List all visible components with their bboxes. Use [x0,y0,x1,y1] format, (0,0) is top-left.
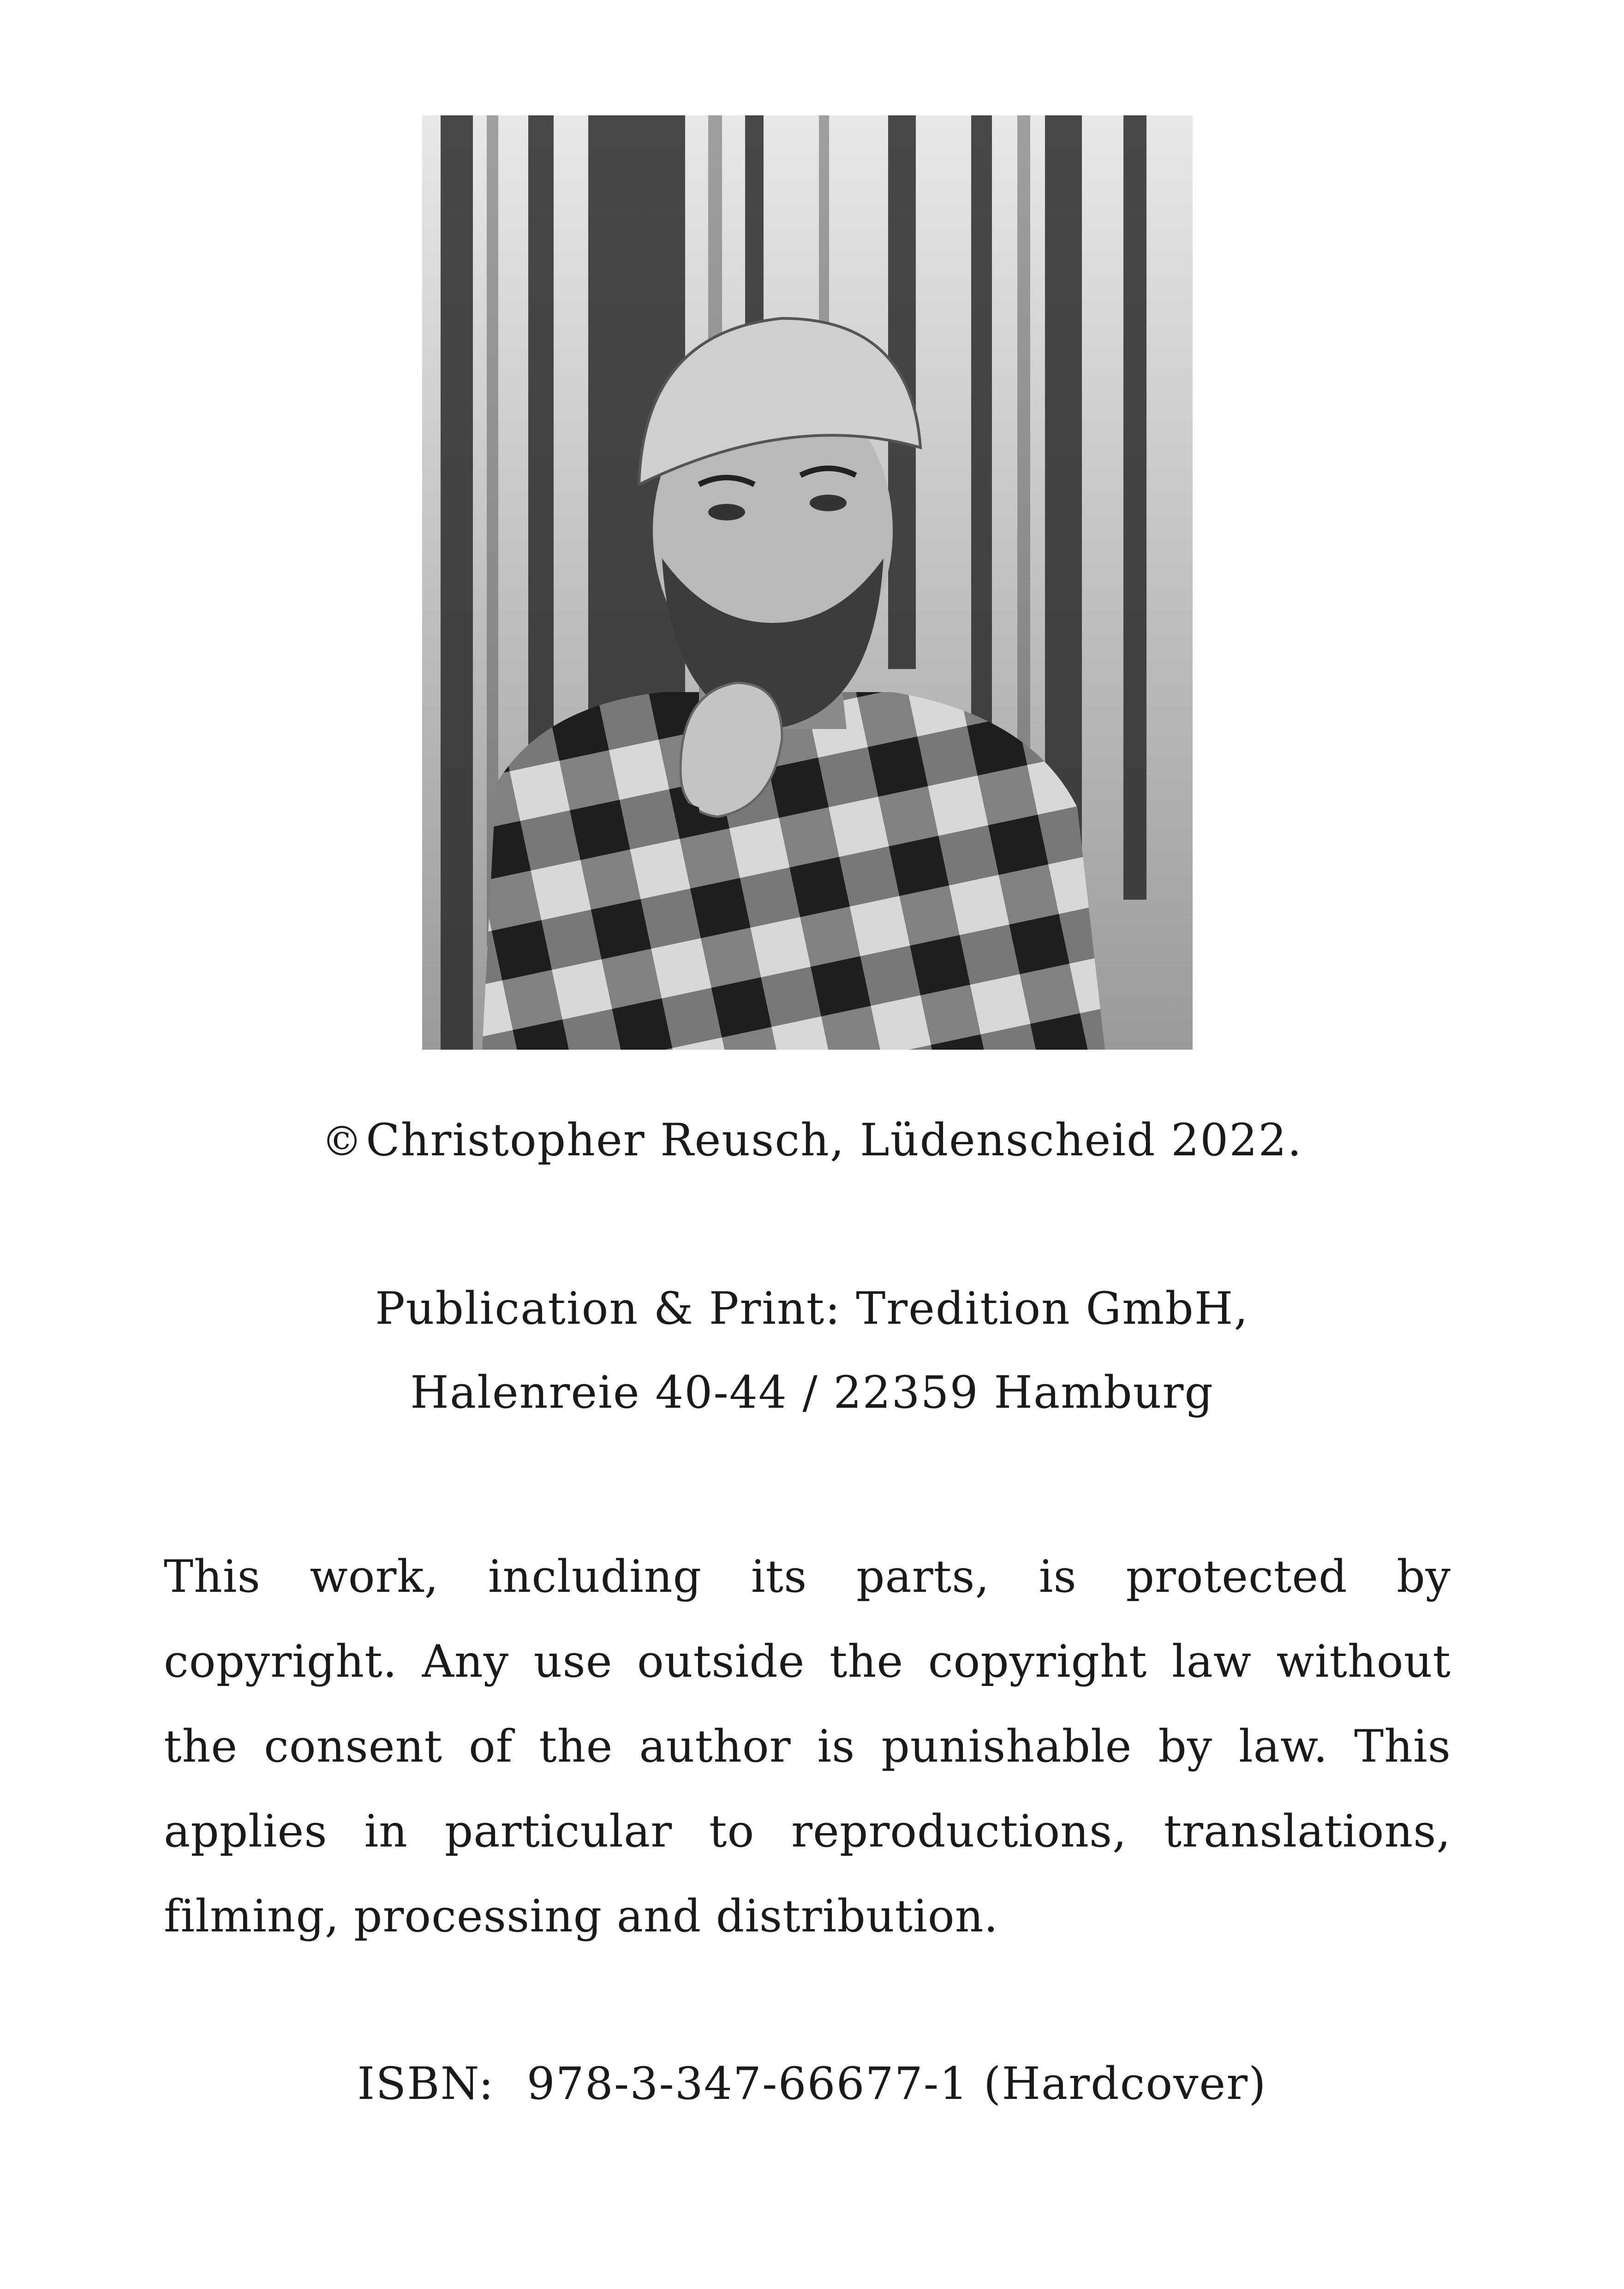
legal-notice: This work, including its parts, is protected by copyright. Any use outside the copyright law without the consent of the author is punishable by law. This applies in particular to reproductions, translations, filming, processing and distribution. [164,1551,1451,1942]
isbn-label: ISBN: [357,2058,495,2110]
publisher-line-1: Publication & Print: Tredition GmbH, [375,1283,1249,1334]
publisher-line-2: Halenreie 40-44 / 22359 Hamburg [410,1367,1214,1418]
copyright-text: Christopher Reusch, Lüdenscheid 2022. [366,1114,1302,1166]
isbn-line [0,2058,1624,2110]
portrait-illustration [422,115,1193,1050]
publisher-block [0,1267,1624,1434]
copyright-line [0,1114,1624,1166]
author-photo [422,115,1193,1050]
copyright-symbol: © [322,1118,364,1165]
isbn-value: 978-3-347-66677-1 (Hardcover) [526,2058,1267,2110]
